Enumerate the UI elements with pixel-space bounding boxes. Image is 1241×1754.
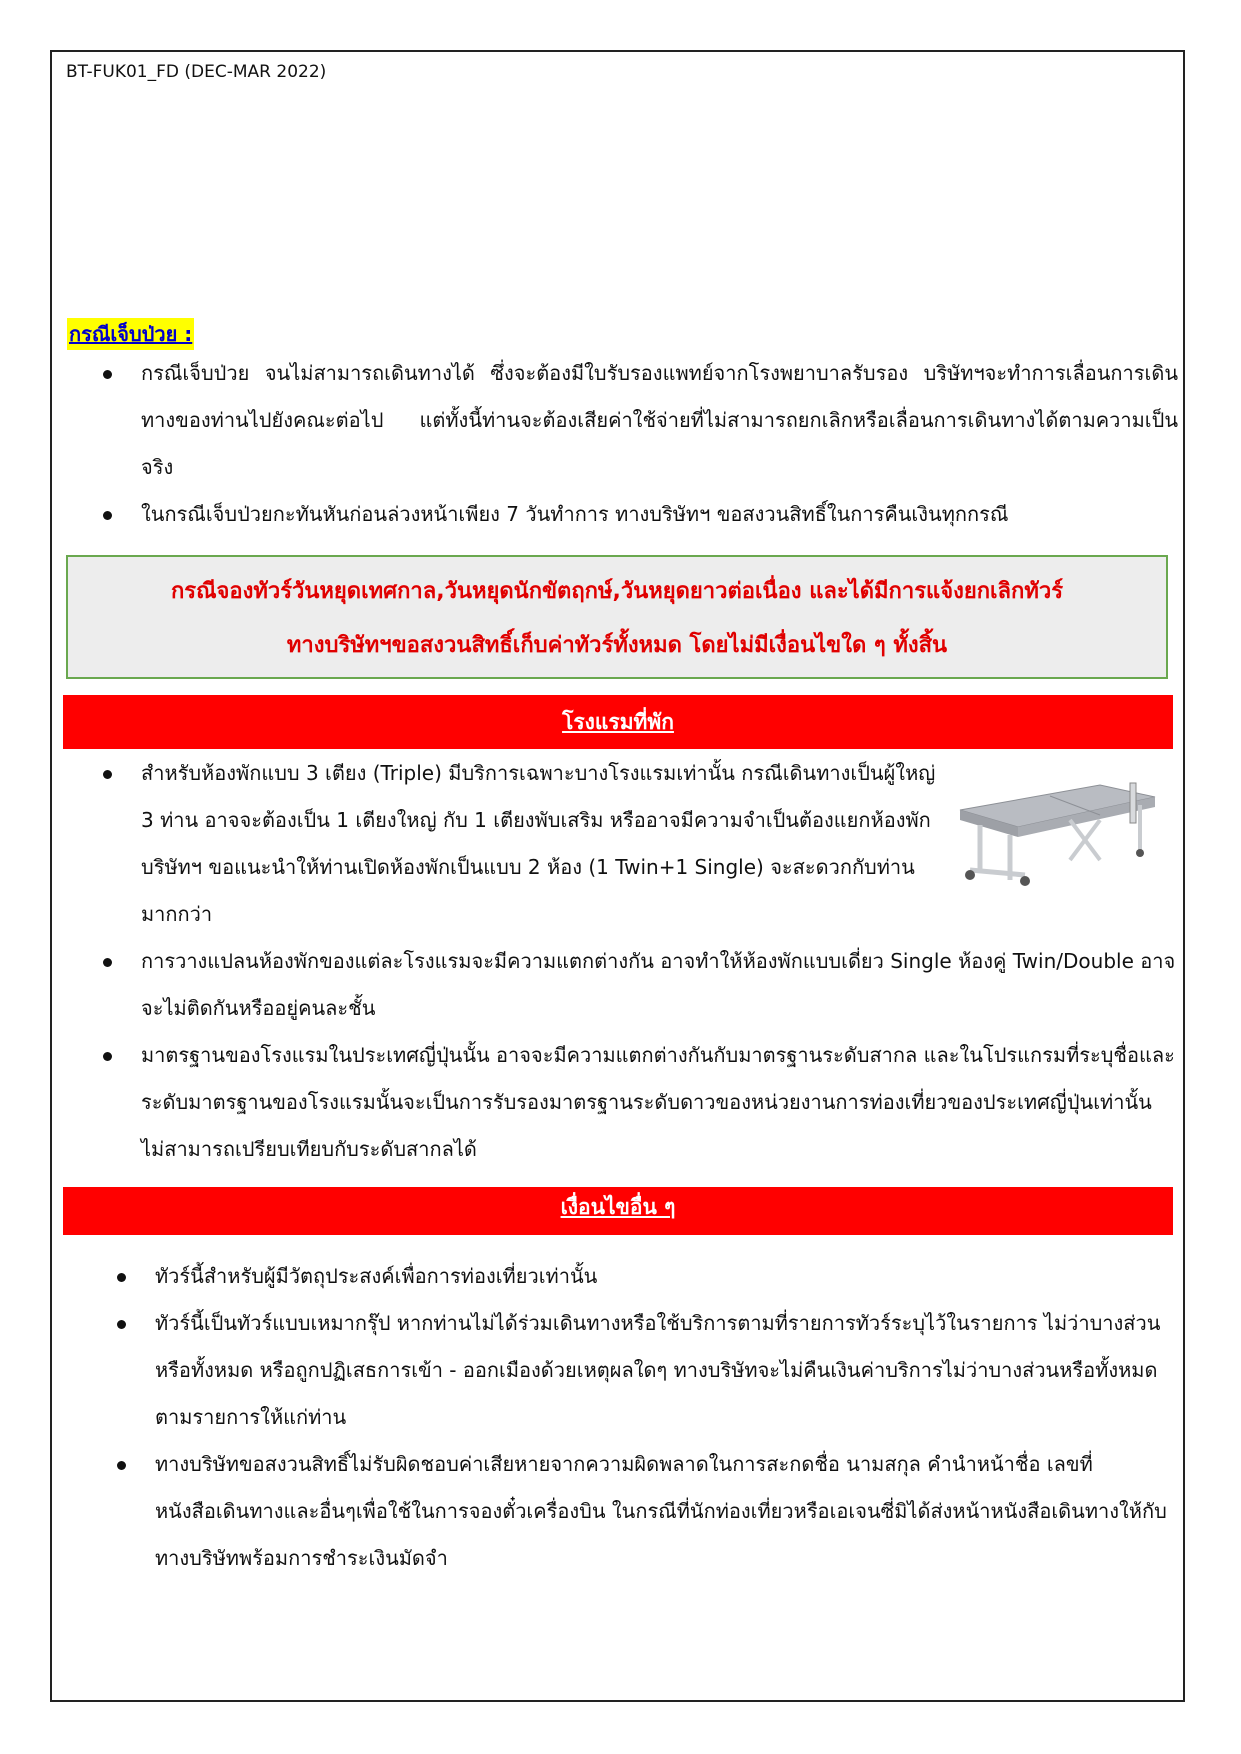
sick-conditions-list (103, 350, 1178, 538)
list-item (103, 1032, 1178, 1173)
list-item (103, 750, 938, 938)
list-item-text: มาตรฐานของโรงแรมในประเทศญี่ปุ่นนั้น อาจจะมีความแตกต่างกันกับมาตรฐานระดับสากล และในโปรแกรมที่ระบุชื่อและระดับมาตรฐานของโรงแรมนั้นจะเป็นการรับรองมาตรฐานระดับดาวของหน่วยงานการท่องเที่ยวของประเทศญี่ปุ่นเท่านั้น ไม่สามารถเปรียบเทียบกับระดับสากลได้ (141, 1043, 1175, 1161)
bullet-icon (103, 370, 112, 379)
list-item (117, 1253, 1179, 1300)
document-code: BT-FUK01_FD (DEC-MAR 2022) (66, 62, 327, 82)
list-item-text: สำหรับห้องพักแบบ 3 เตียง (Triple) มีบริการเฉพาะบางโรงแรมเท่านั้น กรณีเดินทางเป็นผู้ใหญ่ 3 ท่าน อาจจะต้องเป็น 1 เตียงใหญ่ กับ 1 เตียงพับเสริม หรืออาจมีความจำเป็นต้องแยกห้องพัก บริษัทฯ ขอแนะนำให้ท่านเปิดห้องพักเป็นแบบ 2 ห้อง (1 Twin+1 Single) จะสะดวกกับท่านมากกว่า (141, 761, 936, 926)
other-conditions-list (117, 1253, 1179, 1582)
bullet-icon (103, 770, 112, 779)
other-section-header (63, 1187, 1173, 1235)
hotel-section-header (63, 695, 1173, 749)
list-item-text: การวางแปลนห้องพักของแต่ละโรงแรมจะมีความแตกต่างกัน อาจทำให้ห้องพักแบบเดี่ยว Single ห้องคู่ Twin/Double อาจจะไม่ติดกันหรืออยู่คนละชั้น (141, 949, 1176, 1020)
list-item (117, 1441, 1179, 1582)
folding-bed-icon (950, 775, 1160, 895)
notice-line-2: ทางบริษัทฯขอสงวนสิทธิ์เก็บค่าทัวร์ทั้งหมด โดยไม่มีเงื่อนไขใด ๆ ทั้งสิ้น (286, 633, 948, 658)
bullet-icon (103, 958, 112, 967)
list-item-text: ในกรณีเจ็บป่วยกะทันหันก่อนล่วงหน้าเพียง 7 วันทำการ ทางบริษัทฯ ขอสงวนสิทธิ์ในการคืนเงินทุกกรณี (141, 502, 1009, 526)
list-item-text: กรณีเจ็บป่วย จนไม่สามารถเดินทางได้ ซึ่งจะต้องมีใบรับรองแพทย์จากโรงพยาบาลรับรอง บริษัทฯจะทำการเลื่อนการเดินทางของท่านไปยังคณะต่อไป แต่ทั้งนี้ท่านจะต้องเสียค่าใช้จ่ายที่ไม่สามารถยกเลิกหรือเลื่อนการเดินทางได้ตามความเป็นจริง (141, 361, 1178, 479)
list-item-text: ทัวร์นี้เป็นทัวร์แบบเหมากรุ๊ป หากท่านไม่ได้ร่วมเดินทางหรือใช้บริการตามที่รายการทัวร์ระบุไว้ในรายการ ไม่ว่าบางส่วนหรือทั้งหมด หรือถูกปฏิเสธการเข้า - ออกเมืองด้วยเหตุผลใดๆ ทางบริษัทจะไม่คืนเงินค่าบริการไม่ว่าบางส่วนหรือทั้งหมดตามรายการให้แก่ท่าน (155, 1311, 1161, 1429)
sick-section-title: กรณีเจ็บป่วย : (67, 318, 194, 350)
list-item-text: ทัวร์นี้สำหรับผู้มีวัตถุประสงค์เพื่อการท่องเที่ยวเท่านั้น (155, 1264, 598, 1288)
list-item (117, 1300, 1179, 1441)
list-item (103, 938, 1178, 1032)
list-item (103, 491, 1178, 538)
list-item-text: ทางบริษัทขอสงวนสิทธิ์ไม่รับผิดชอบค่าเสียหายจากความผิดพลาดในการสะกดชื่อ นามสกุล คำนำหน้าชื่อ เลขที่หนังสือเดินทางและอื่นๆเพื่อใช้ในการจองตั๋วเครื่องบิน ในกรณีที่นักท่องเที่ยวหรือเอเจนซี่มิได้ส่งหน้าหนังสือเดินทางให้กับทางบริษัทพร้อมการชำระเงินมัดจำ (155, 1452, 1167, 1570)
bullet-icon (117, 1461, 126, 1470)
holiday-cancellation-notice (66, 555, 1168, 679)
bullet-icon (117, 1273, 126, 1282)
other-section-title: เงื่อนไขอื่น ๆ (560, 1195, 676, 1219)
bullet-icon (103, 1052, 112, 1061)
bullet-icon (117, 1320, 126, 1329)
notice-line-1: กรณีจองทัวร์วันหยุดเทศกาล,วันหยุดนักขัตฤกษ์,วันหยุดยาวต่อเนื่อง และได้มีการแจ้งยกเลิกทัวร์ (170, 579, 1064, 604)
hotel-section-title: โรงแรมที่พัก (562, 710, 674, 734)
list-item (103, 350, 1178, 491)
bullet-icon (103, 511, 112, 520)
